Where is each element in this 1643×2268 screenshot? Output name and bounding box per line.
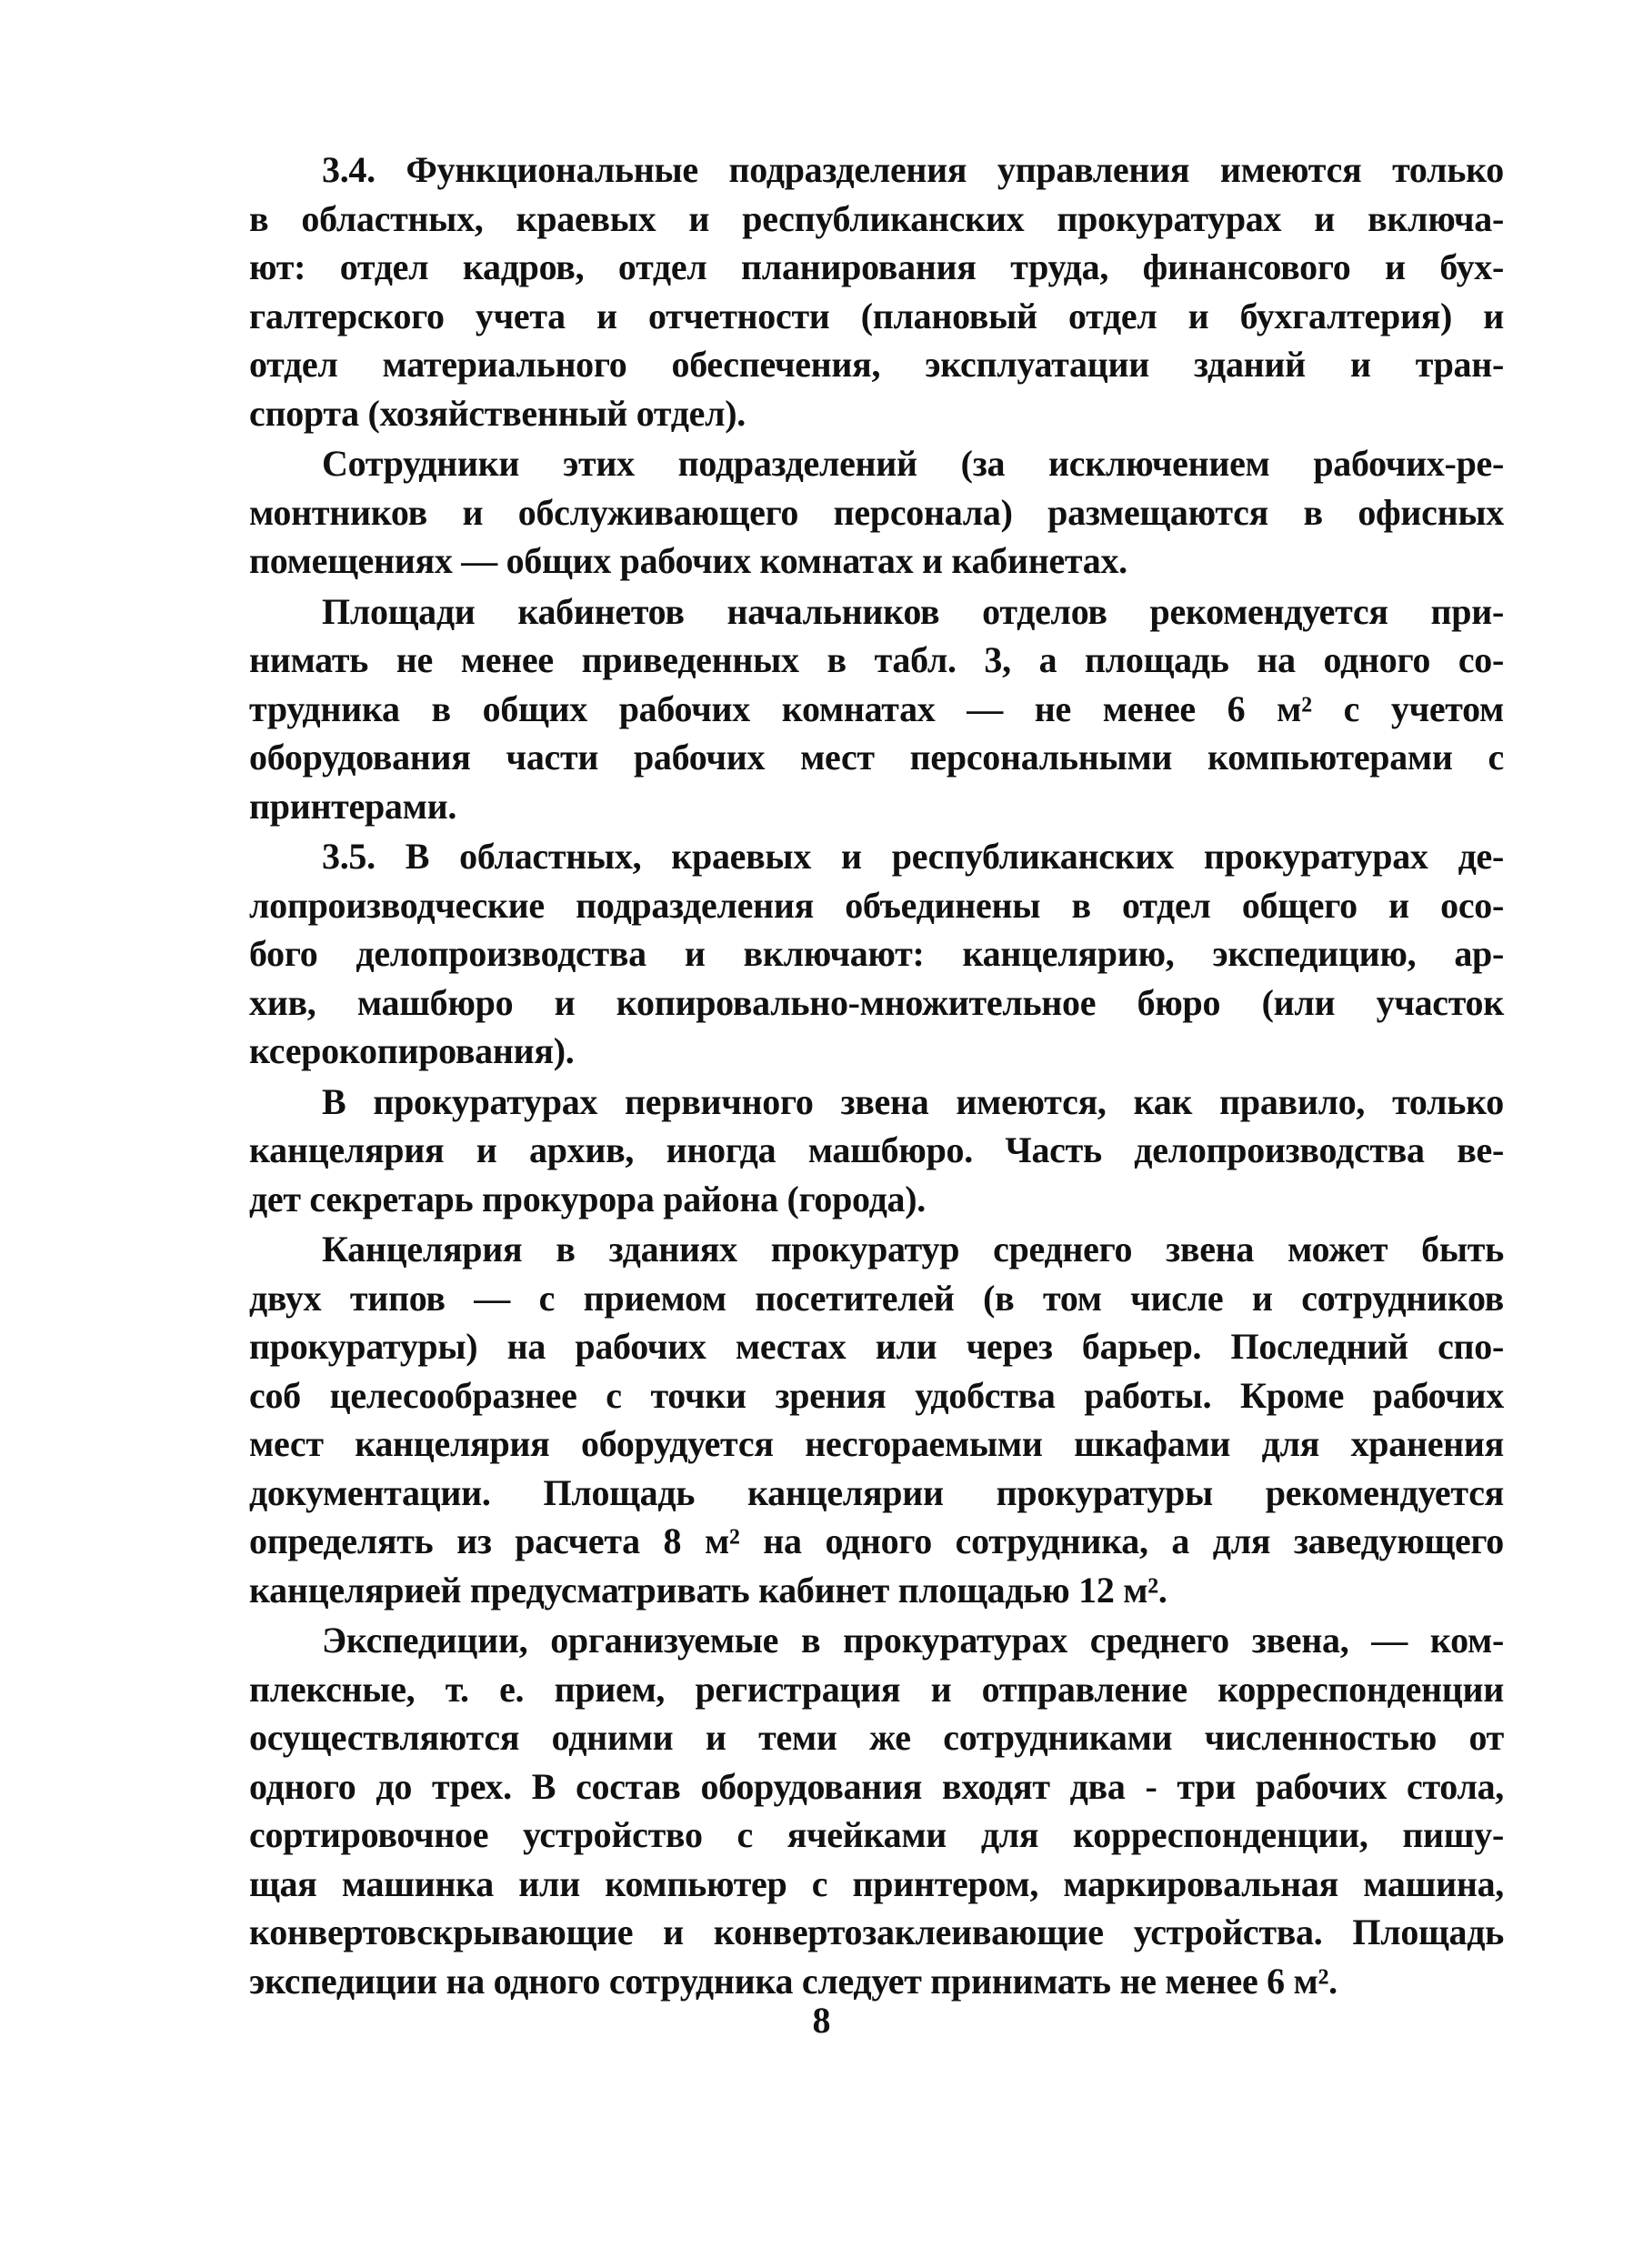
text-line: спорта (хозяйственный отдел). xyxy=(249,392,746,434)
text-line: хив, машбюро и копировально-множительное бюро (или участок xyxy=(249,981,1504,1023)
text-line: лопроизводческие подразделения объединены в отдел общего и осо- xyxy=(249,884,1504,926)
text-line: сортировочное устройство с ячейками для корреспонденции, пишу- xyxy=(249,1814,1504,1855)
paragraph-3-4 xyxy=(249,146,1504,437)
text-line: Сотрудники этих подразделений (за исключением рабочих-ре- xyxy=(322,443,1504,484)
text-line: отдел материального обеспечения, эксплуатации зданий и тран- xyxy=(249,344,1504,385)
text-line: оборудования части рабочих мест персональными компьютерами с xyxy=(249,737,1504,778)
text-line: галтерского учета и отчетности (плановый отдел и бухгалтерия) и xyxy=(249,295,1504,336)
text-line: принтерами. xyxy=(249,785,457,827)
text-line: помещениях — общих рабочих комнатах и кабинетах. xyxy=(249,540,1127,581)
paragraph-office-areas xyxy=(249,587,1504,831)
text-line: В прокуратурах первичного звена имеются, как правило, только xyxy=(322,1080,1504,1122)
text-line: трудника в общих рабочих комнатах — не менее 6 м² с учетом xyxy=(249,687,1504,729)
text-line: ксерокопирования). xyxy=(249,1030,575,1071)
text-line: конвертовскрывающие и конвертозаклеивающие устройства. Площадь xyxy=(249,1912,1504,1952)
text-line: экспедиции на одного сотрудника следует принимать не менее 6 м². xyxy=(249,1960,1337,2002)
text-line: бого делопроизводства и включают: канцелярию, экспедицию, ар- xyxy=(249,933,1504,974)
paragraph-staff-placement xyxy=(249,439,1504,586)
paragraph-3-5 xyxy=(249,832,1504,1076)
text-line: двух типов — с приемом посетителей (в том числе и сотрудников xyxy=(249,1277,1504,1319)
text-line: дет секретарь прокурора района (города). xyxy=(249,1178,926,1219)
text-line: нимать не менее приведенных в табл. 3, а площадь на одного со- xyxy=(249,639,1504,680)
text-line: ют: отдел кадров, отдел планирования труда, финансового и бух- xyxy=(249,246,1504,287)
text-line: Канцелярия в зданиях прокуратур среднего звена может быть xyxy=(322,1229,1504,1269)
text-line: одного до трех. В состав оборудования входят два - три рабочих стола, xyxy=(249,1765,1504,1807)
text-line: канцелярия и архив, иногда машбюро. Часть делопроизводства ве- xyxy=(249,1129,1504,1170)
text-line: документации. Площадь канцелярии прокуратуры рекомендуется xyxy=(249,1471,1504,1513)
text-line: канцелярией предусматривать кабинет площадью 12 м². xyxy=(249,1569,1167,1611)
text-line: прокуратуры) на рабочих местах или через барьер. Последний спо- xyxy=(249,1326,1504,1367)
text-line: щая машинка или компьютер с принтером, маркировальная машина, xyxy=(249,1862,1504,1904)
text-line: Экспедиции, организуемые в прокуратурах среднего звена, — ком- xyxy=(322,1620,1504,1661)
text-line: 3.4. Функциональные подразделения управления имеются только xyxy=(322,149,1504,190)
text-line: определять из расчета 8 м² на одного сотрудника, а для заведующего xyxy=(249,1520,1504,1561)
text-line: монтников и обслуживающего персонала) размещаются в офисных xyxy=(249,491,1504,533)
page-number: 8 xyxy=(812,2000,831,2041)
text-line: 3.5. В областных, краевых и республиканских прокуратурах де- xyxy=(322,836,1504,877)
paragraph-expedition xyxy=(249,1616,1504,2005)
text-line: соб целесообразнее с точки зрения удобства работы. Кроме рабочих xyxy=(249,1374,1504,1416)
text-line: плексные, т. е. прием, регистрация и отправление корреспонденции xyxy=(249,1668,1504,1710)
paragraph-chancellery xyxy=(249,1225,1504,1614)
paragraph-primary-level xyxy=(249,1078,1504,1224)
document-body xyxy=(249,146,1504,2007)
text-line: в областных, краевых и республиканских прокуратурах и включа- xyxy=(249,197,1504,239)
text-line: мест канцелярия оборудуется несгораемыми шкафами для хранения xyxy=(249,1423,1504,1464)
text-line: осуществляются одними и теми же сотрудниками численностью от xyxy=(249,1717,1504,1758)
text-line: Площади кабинетов начальников отделов рекомендуется при- xyxy=(322,590,1504,632)
